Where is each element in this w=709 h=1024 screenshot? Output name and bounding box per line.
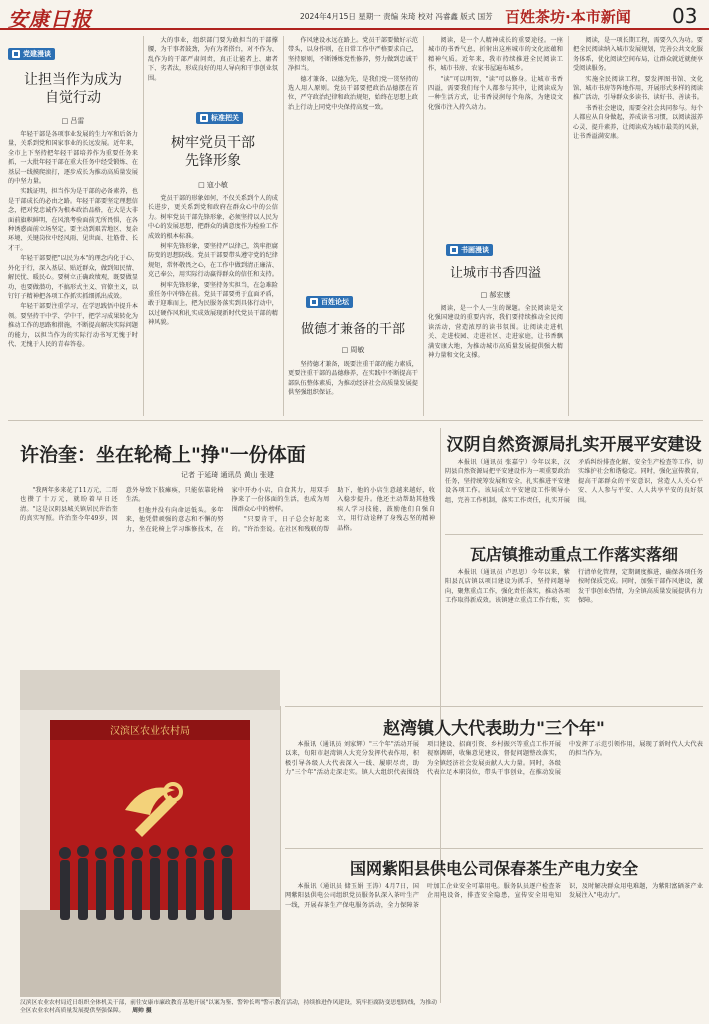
paragraph: 年轻干部是各项事业发展的生力军和后备力量，关系到党和国家事业的长远发展。近年来，全市上下坚持把年轻干部培养作为重要任务来抓，一大批年轻干部在重大任务中经受锻炼、在基层一线摸爬滚打，逐步成长为推动高质量发展的中坚力量。: [8, 131, 138, 186]
article-body-guowang: [285, 882, 703, 996]
paragraph: 阅读，是一个人精神成长的重要途径。一座城市的书香气息，折射出这座城市的文化底蕴和精神气质。近年来，我市持续推进全民阅读工作，城市书房、农家书屋遍布城乡。: [428, 37, 563, 73]
paragraph: 本报讯（通讯员 卢思思）今年以来，紫阳县瓦店镇以项目建设为抓手，坚持问题导向，聚焦重点工作，强化责任落实，推动各项工作取得新成效。该镇建立重点工作台账，实行清单化管理，定期调度推进，确保各项任务按时保质完成。同时，加强干部作风建设，激发干事创业热情，为全镇高质量发展提供有力保障。: [445, 569, 703, 605]
title-line: 让担当作为成为: [24, 72, 122, 88]
tag-icon: [12, 50, 20, 58]
photo-illustration: [20, 670, 280, 997]
headline-hanyin: 汉阴自然资源局扎实开展平安建设: [446, 435, 702, 455]
paragraph: 年轻干部要把"以民为本"的理念内化于心、外化于行，深入基层、贴近群众，做到知民情、解民忧、暖民心。要树立正确政绩观，既要做显功，也要做潜功，不搞形式主义、官僚主义，以钉钉子精神把各项工作抓实抓细抓出成效。: [8, 255, 138, 300]
section-divider: [8, 420, 703, 421]
masthead: [0, 0, 709, 30]
newspaper-logo: 安康日报: [8, 7, 92, 31]
article-body-col2-top: [148, 36, 278, 100]
article-title-col2: [148, 135, 278, 170]
photo-caption: [20, 999, 440, 1015]
section-divider: [285, 706, 703, 707]
paragraph: 本报讯（通讯员 储玉娟 王涛）4月7日，国网紫阳县供电公司组织党员服务队深入茶叶生产一线，开展春茶生产保电服务活动，全力保障茶叶加工企业安全可靠用电。服务队员逐户检查茶企用电设备，排查安全隐患，宣传安全用电知识，及时解决群众用电难题，为紫阳富硒茶产业发展注入"电动力"。: [285, 883, 703, 909]
paragraph: 阅读，是一个人一生的课题。全民阅读是文化强国建设的重要内容，我们要持续推动全民阅读活动，营造浓厚的读书氛围。让阅读走进机关、走进校园、走进社区、走进家庭，让书香飘满安康大地，为推动城市高质量发展提供强大精神力量和文化支撑。: [428, 305, 563, 360]
article-body-hanyin: [445, 458, 703, 530]
paragraph: 本报讯（通讯员 张嘉宁）今年以来，汉阴县自然资源局把平安建设作为一项重要政治任务，坚持统筹发展和安全，扎实推进平安建设各项工作。该局成立平安建设工作领导小组，完善工作机制，落实工作责任，扎实开展矛盾纠纷排查化解、安全生产检查等工作，切实维护社会和谐稳定。同时，强化宣传教育，提高干部群众的平安意识，营造人人关心平安、人人参与平安、人人共享平安的良好氛围。: [445, 459, 703, 504]
column-divider: [423, 36, 424, 416]
paragraph: 阅读，是一项长期工程，需要久久为功。要把全民阅读纳入城市发展规划，完善公共文化服务体系，优化阅读空间布局，让群众就近就便享受阅读服务。: [573, 37, 703, 73]
tag-label: 标准把关: [211, 114, 239, 122]
paragraph: 但他并没有向命运低头。多年来，他凭借顽强的意志和不懈的努力，坐在轮椅上学习维修技术，在家中开办小店，自食其力，用双手挣来了一份体面的生活，也成为周围群众心中的榜样。: [125, 487, 330, 533]
column-divider: [143, 36, 144, 416]
tag-shuhua: [446, 244, 493, 256]
article-body-zhaowan: [285, 740, 703, 844]
paragraph: 本报讯（通讯员 刘家辉）"三个年"活动开展以来，旬阳市赵湾镇人大充分发挥代表作用，积极引导各级人大代表深入一线、履职尽责，助力"三个年"活动走深走实。镇人大组织代表围绕项目建设、招商引资、乡村振兴等重点工作开展视察调研，收集意见建议，督促问题整改落实，为全镇经济社会发展贡献人大力量。同时，各级代表立足本职岗位，带头干事创业，在推动发展中发挥了示范引领作用，展现了新时代人大代表的担当作为。: [285, 741, 703, 777]
photo-credit: 周帅 摄: [132, 1008, 152, 1014]
article-body-col2: [148, 194, 278, 414]
column-divider: [568, 36, 569, 416]
article-body-xuzhikui: [20, 486, 435, 664]
tag-icon: [450, 246, 458, 254]
banner-text: 汉滨区农业农村局: [110, 726, 190, 737]
section-title: 百姓茶坊·本市新闻: [505, 8, 631, 26]
title-line: 自觉行动: [45, 89, 101, 106]
article-body-col3: [288, 36, 418, 286]
article-body-col3b: [288, 360, 418, 415]
title-line: 先锋形象: [185, 152, 241, 169]
page-number: 03: [672, 4, 698, 28]
paragraph: 年轻干部要注重学习，在学思践悟中提升本领。要坚持干中学、学中干，把学习成果转化为推动工作的思路和措施，不断提高解决实际问题的能力，以担当作为的实际行动书写无愧于时代、无愧于人民的青春答卷。: [8, 303, 138, 348]
article-title-col1: [8, 72, 138, 107]
news-photo: [20, 670, 280, 997]
paragraph: "我两年多来花了11万元，二哥也攒了十万元，就盼着早日还清。"这是汉阴县城关镇居民许治奎的真实写照。许治奎今年49岁，因意外导致下肢瘫痪，只能依靠轮椅生活。: [20, 487, 224, 523]
headline-guowang: 国网紫阳县供电公司保春茶生产电力安全: [349, 859, 638, 878]
paragraph: 党员干部的形象如何，不仅关系到个人的成长进步，更关系到党和政府在群众心中的公信力。树牢党员干部先锋形象，必须坚持以人民为中心的发展思想，把群众的满意度作为检验工作成效的根本标准。: [148, 195, 278, 240]
title-line: 树牢党员干部: [171, 135, 255, 151]
section-divider: [445, 534, 703, 535]
dateline: 2024年4月15日 星期一 责编 朱琦 校对 冯睿鑫 版式 国芳: [300, 12, 493, 21]
section-divider: [285, 848, 703, 849]
tag-icon: [310, 298, 318, 306]
article-body-col4-top: [428, 36, 563, 236]
article-title-col4: 让城市书香四溢: [449, 266, 541, 281]
byline-col1: □ 吕雷: [61, 117, 85, 125]
headline-xuzhikui: 许治奎：坐在轮椅上"挣"一份体面: [20, 444, 306, 466]
byline-xuzhikui: 记者 于延琦 通讯员 黄山 张建: [181, 471, 274, 479]
paragraph: "读"可以明智，"读"可以修身。让城市书香四溢，需要我们每个人都参与其中，让阅读成为一种生活方式，让书香浸润每个角落，为建设文化强市注入持久动力。: [428, 75, 563, 111]
tag-label: 百姓论坛: [321, 298, 349, 306]
paragraph: 德才兼备、以德为先，是我们党一贯坚持的选人用人原则。党员干部要把政治品德摆在首位，严守政治纪律和政治规矩，始终在思想上政治上行动上同党中央保持高度一致。: [288, 75, 418, 111]
paragraph: "只要肯干，日子总会好起来的。"许治奎说。在社区和残联的帮助下，他的小店生意越来越好，收入稳步提升。他还主动帮助其他残疾人学习技能，鼓励他们自强自立，用行动诠释了身残志坚的精神品格。: [231, 487, 435, 533]
paragraph: 大的事业，组织部门要为敢担当的干部撑腰，为干事者鼓劲，为有为者搭台，对不作为、乱作为的干部严肃问责，真正让能者上、庸者下、劣者汰，形成良好的用人导向和干事创业氛围。: [148, 37, 278, 82]
tag-baixing: [306, 296, 353, 308]
paragraph: 作风建设永远在路上。党员干部要做好示范带头，以身作则，在日常工作中严格要求自己，坚持原则，不断锤炼党性修养，努力做到忠诚干净担当。: [288, 37, 418, 73]
article-body-col4: [428, 304, 563, 414]
caption-text: 汉滨区农业农村局近日组织全体机关干部，前往安康市廉政教育基地开展"以案为鉴、警钟长鸣"警示教育活动，持续推进作风建设，筑牢拒腐防变思想防线，为推动全区农业农村高质量发展提供坚强保障。: [20, 1000, 437, 1014]
article-body-col1: [8, 130, 138, 410]
article-title-col3: 做德才兼备的干部: [300, 322, 405, 337]
column-divider: [283, 36, 284, 416]
paragraph: 实施全民阅读工程，要发挥图书馆、文化馆、城市书房等阵地作用，开展形式多样的阅读推广活动，引导群众多读书、读好书、善读书。: [573, 75, 703, 102]
byline-col2: □ 寇小敏: [198, 181, 228, 189]
headline-zhaowan: 赵湾镇人大代表助力"三个年": [383, 719, 605, 739]
paragraph: 实践证明，担当作为是干部的必备素养，也是干部成长的必由之路。年轻干部要坚定理想信念，把对党忠诚作为根本政治品格，在大是大非面前旗帜鲜明，在风浪考验面前无所畏惧，在各种诱惑面前立场坚定。要主动到艰苦地区、复杂环境、关键岗位中经风雨、见世面、壮筋骨、长才干。: [8, 188, 138, 252]
byline-col3: □ 周敏: [341, 346, 365, 354]
article-body-col5: [573, 36, 703, 414]
paragraph: 坚持德才兼备，既要注重干部的能力素质，更要注重干部的品德修养，在实践中不断提高干部队伍整体素质，为推动经济社会高质量发展提供坚强组织保证。: [288, 361, 418, 397]
tag-dangjian: [8, 48, 55, 60]
paragraph: 树牢先锋形象，要坚持务实担当，在急难险重任务中冲锋在前。党员干部要勇于直面矛盾，敢于迎难而上，把为民服务落实到具体行动中，以过硬作风和扎实成效展现新时代党员干部的精神风貌。: [148, 281, 278, 327]
tag-label: 书画漫谈: [461, 246, 489, 254]
paragraph: 书香社会建设，需要全社会共同参与。每个人都应从自身做起，养成读书习惯，以阅读滋养心灵、提升素养，让阅读成为城市最美的风景，让书香溢满安康。: [573, 104, 703, 141]
tag-biaozhun: [196, 112, 243, 124]
tag-icon: [200, 114, 208, 122]
byline-col4: □ 郝宏康: [480, 291, 511, 299]
paragraph: 树牢先锋形象，要坚持严以律己，筑牢拒腐防变的思想防线。党员干部要带头遵守党的纪律规矩，常怀敬畏之心，在工作中做到清正廉洁、克己奉公，用实际行动赢得群众的信任和支持。: [148, 243, 278, 279]
article-body-wadian: [445, 568, 703, 700]
tag-label: 党建漫谈: [23, 50, 51, 58]
column-divider: [280, 706, 281, 999]
headline-wadian: 瓦店镇推动重点工作落实落细: [469, 545, 678, 564]
